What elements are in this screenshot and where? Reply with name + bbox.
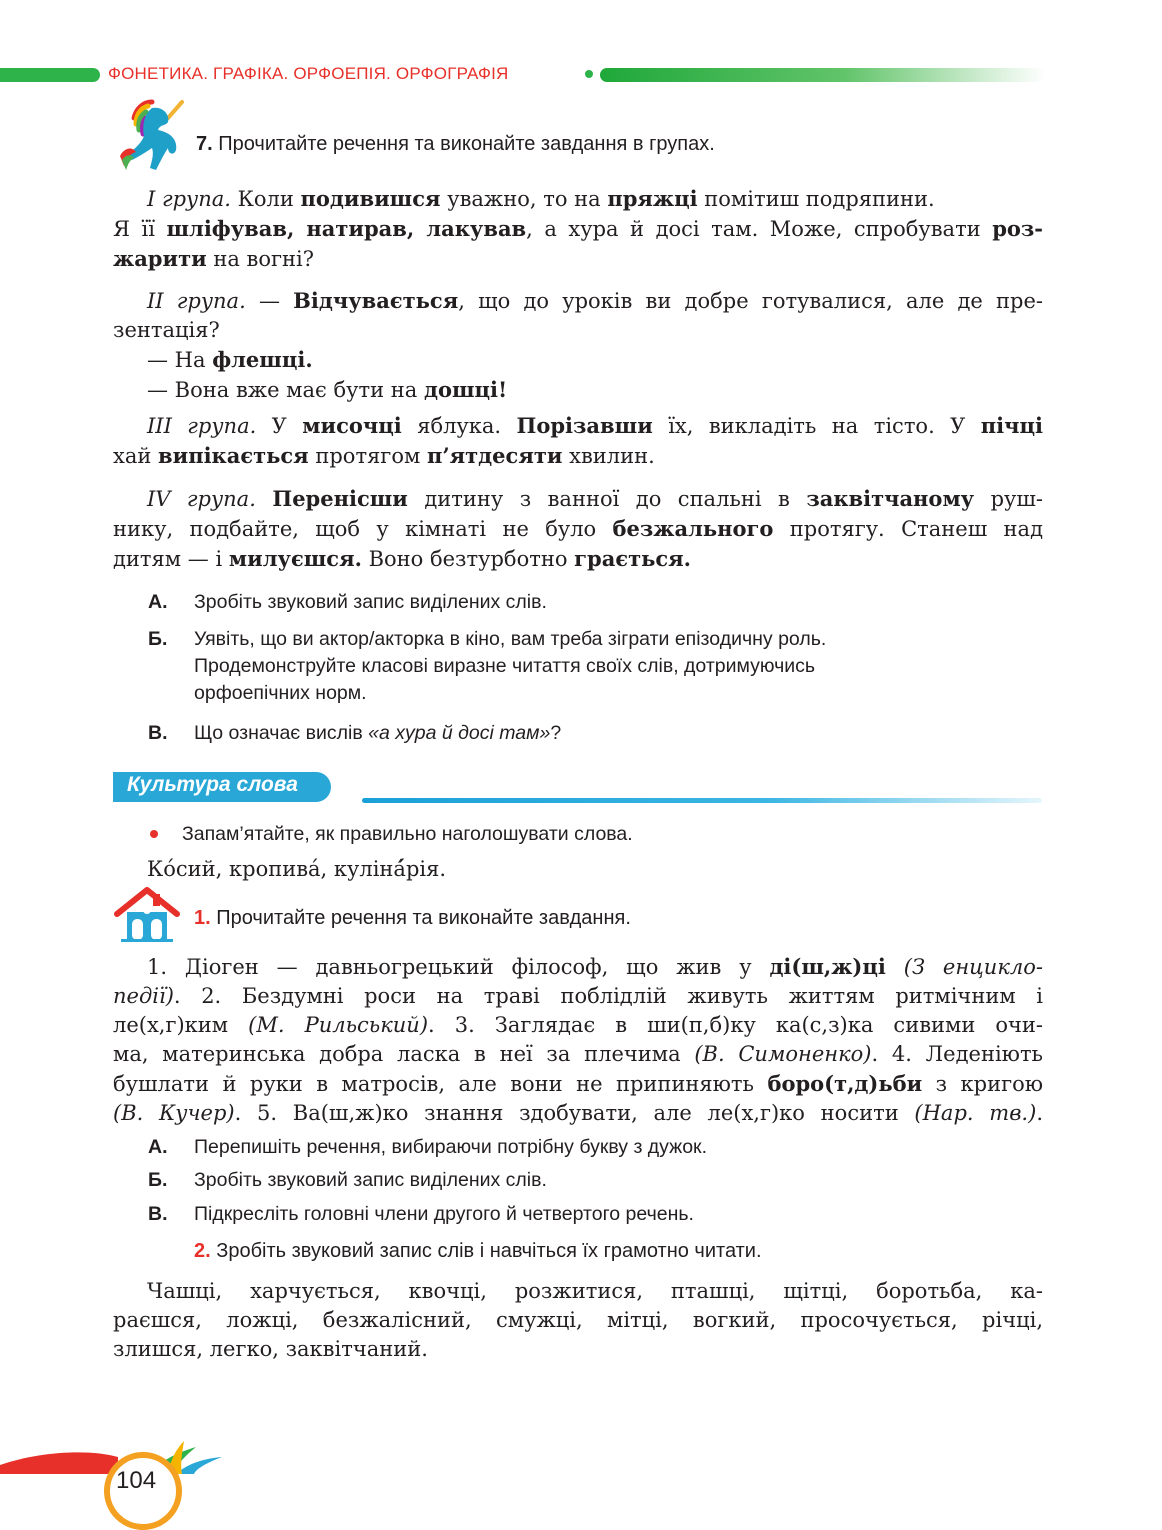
task-2-title: 2. Зробіть звуковий запис слів і навчіться їх грамотно читати. <box>194 1240 762 1262</box>
task-1-sentences: 1. Діоген — давньогрецький філософ, що жив у ді(ш,ж)ці (З енцикло- педії). 2. Бездумні роси на траві поблідлій живуть життям ритмічним і ле(х,г)ким (М. Рильський). 3. Заглядає в ши(п,б)ку ка(с,з)ка сивими очи- ма, материнська добра ласка в неї за плечима (В. Симоненко). 4. Леденіють бушлати й руки в матросів, але вони не припиняють боро(т,д)ьби з кригою (В. Кучер). 5. Ва(ш,ж)ко знання здобувати, але ле(х,г)ко носити (Нар. тв.). <box>113 954 1044 1125</box>
bullet-dot <box>150 830 158 838</box>
task-2-words: Чашці, харчується, квочці, розжитися, пташці, щітці, боротьба, ка- раєшся, ложці, безжалісний, смужці, мітці, вогкий, просочується, річці, злишся, легко, заквітчаний. <box>113 1279 1043 1361</box>
task-1-item-b: Б. Зробіть звуковий запис виділених слів. <box>148 1169 547 1191</box>
task-1-item-a: А. Перепишіть речення, вибираючи потрібну букву з дужок. <box>148 1136 707 1158</box>
page-number: 104 <box>116 1467 157 1494</box>
header-dot <box>585 70 593 78</box>
home-icon <box>113 886 181 942</box>
stress-words: Ко́сий, кропива́, кулінá́рія. <box>147 857 447 881</box>
culture-banner-title: Культура слова <box>127 773 298 796</box>
task-1-item-c: В. Підкресліть головні члени другого й четвертого речень. <box>148 1203 694 1225</box>
culture-bullet-text: Запам’ятайте, як правильно наголошувати слова. <box>182 823 633 845</box>
group-4-paragraph: IV група. Перенісши дитину з ванної до спальні в заквітчаному руш- нику, подбайте, щоб у кімнаті не було безжального протягу. Станеш над дитям — і милуєшся. Воно безтурботно грається. <box>113 486 1044 571</box>
header-bar-left <box>0 68 100 82</box>
culture-divider <box>362 798 1042 803</box>
group-1-paragraph: І група. Коли подивишся уважно, то на пряжці помітиш подряпини. Я її шліфував, натирав, лакував, а хура й досі там. Може, спробувати роз- жарити на вогні? <box>113 186 1044 271</box>
task-7-title: 7. Прочитайте речення та виконайте завдання в групах. <box>196 133 715 155</box>
unicorn-icon <box>112 96 194 178</box>
group-3-paragraph: ІІІ група. У мисочці яблука. Порізавши їх, викладіть на тісто. У пічці хай випікається протягом п’ятдесяти хвилин. <box>113 413 1043 468</box>
group-2-paragraph: ІІ група. — Відчувається, що до уроків ви добре готувалися, але де пре- зентація? — На флешці. — Вона вже має бути на дошці! <box>113 288 1043 402</box>
header-bar-right <box>600 68 1045 82</box>
task-7-item-c: В. Що означає вислів «а хура й досі там»? <box>148 722 562 744</box>
task-7-item-a: А. Зробіть звуковий запис виділених слів. <box>148 591 547 613</box>
task-1-title: 1. Прочитайте речення та виконайте завдання. <box>194 907 631 929</box>
section-title: ФОНЕТИКА. ГРАФІКА. ОРФОЕПІЯ. ОРФОГРАФІЯ <box>108 64 509 83</box>
task-7-item-b: Б. Уявіть, що ви актор/акторка в кіно, вам треба зіграти епізодичну роль. Продемонструйте класові виразне читаття своїх слів, дотримуючись орфоепічних норм. <box>148 628 827 704</box>
